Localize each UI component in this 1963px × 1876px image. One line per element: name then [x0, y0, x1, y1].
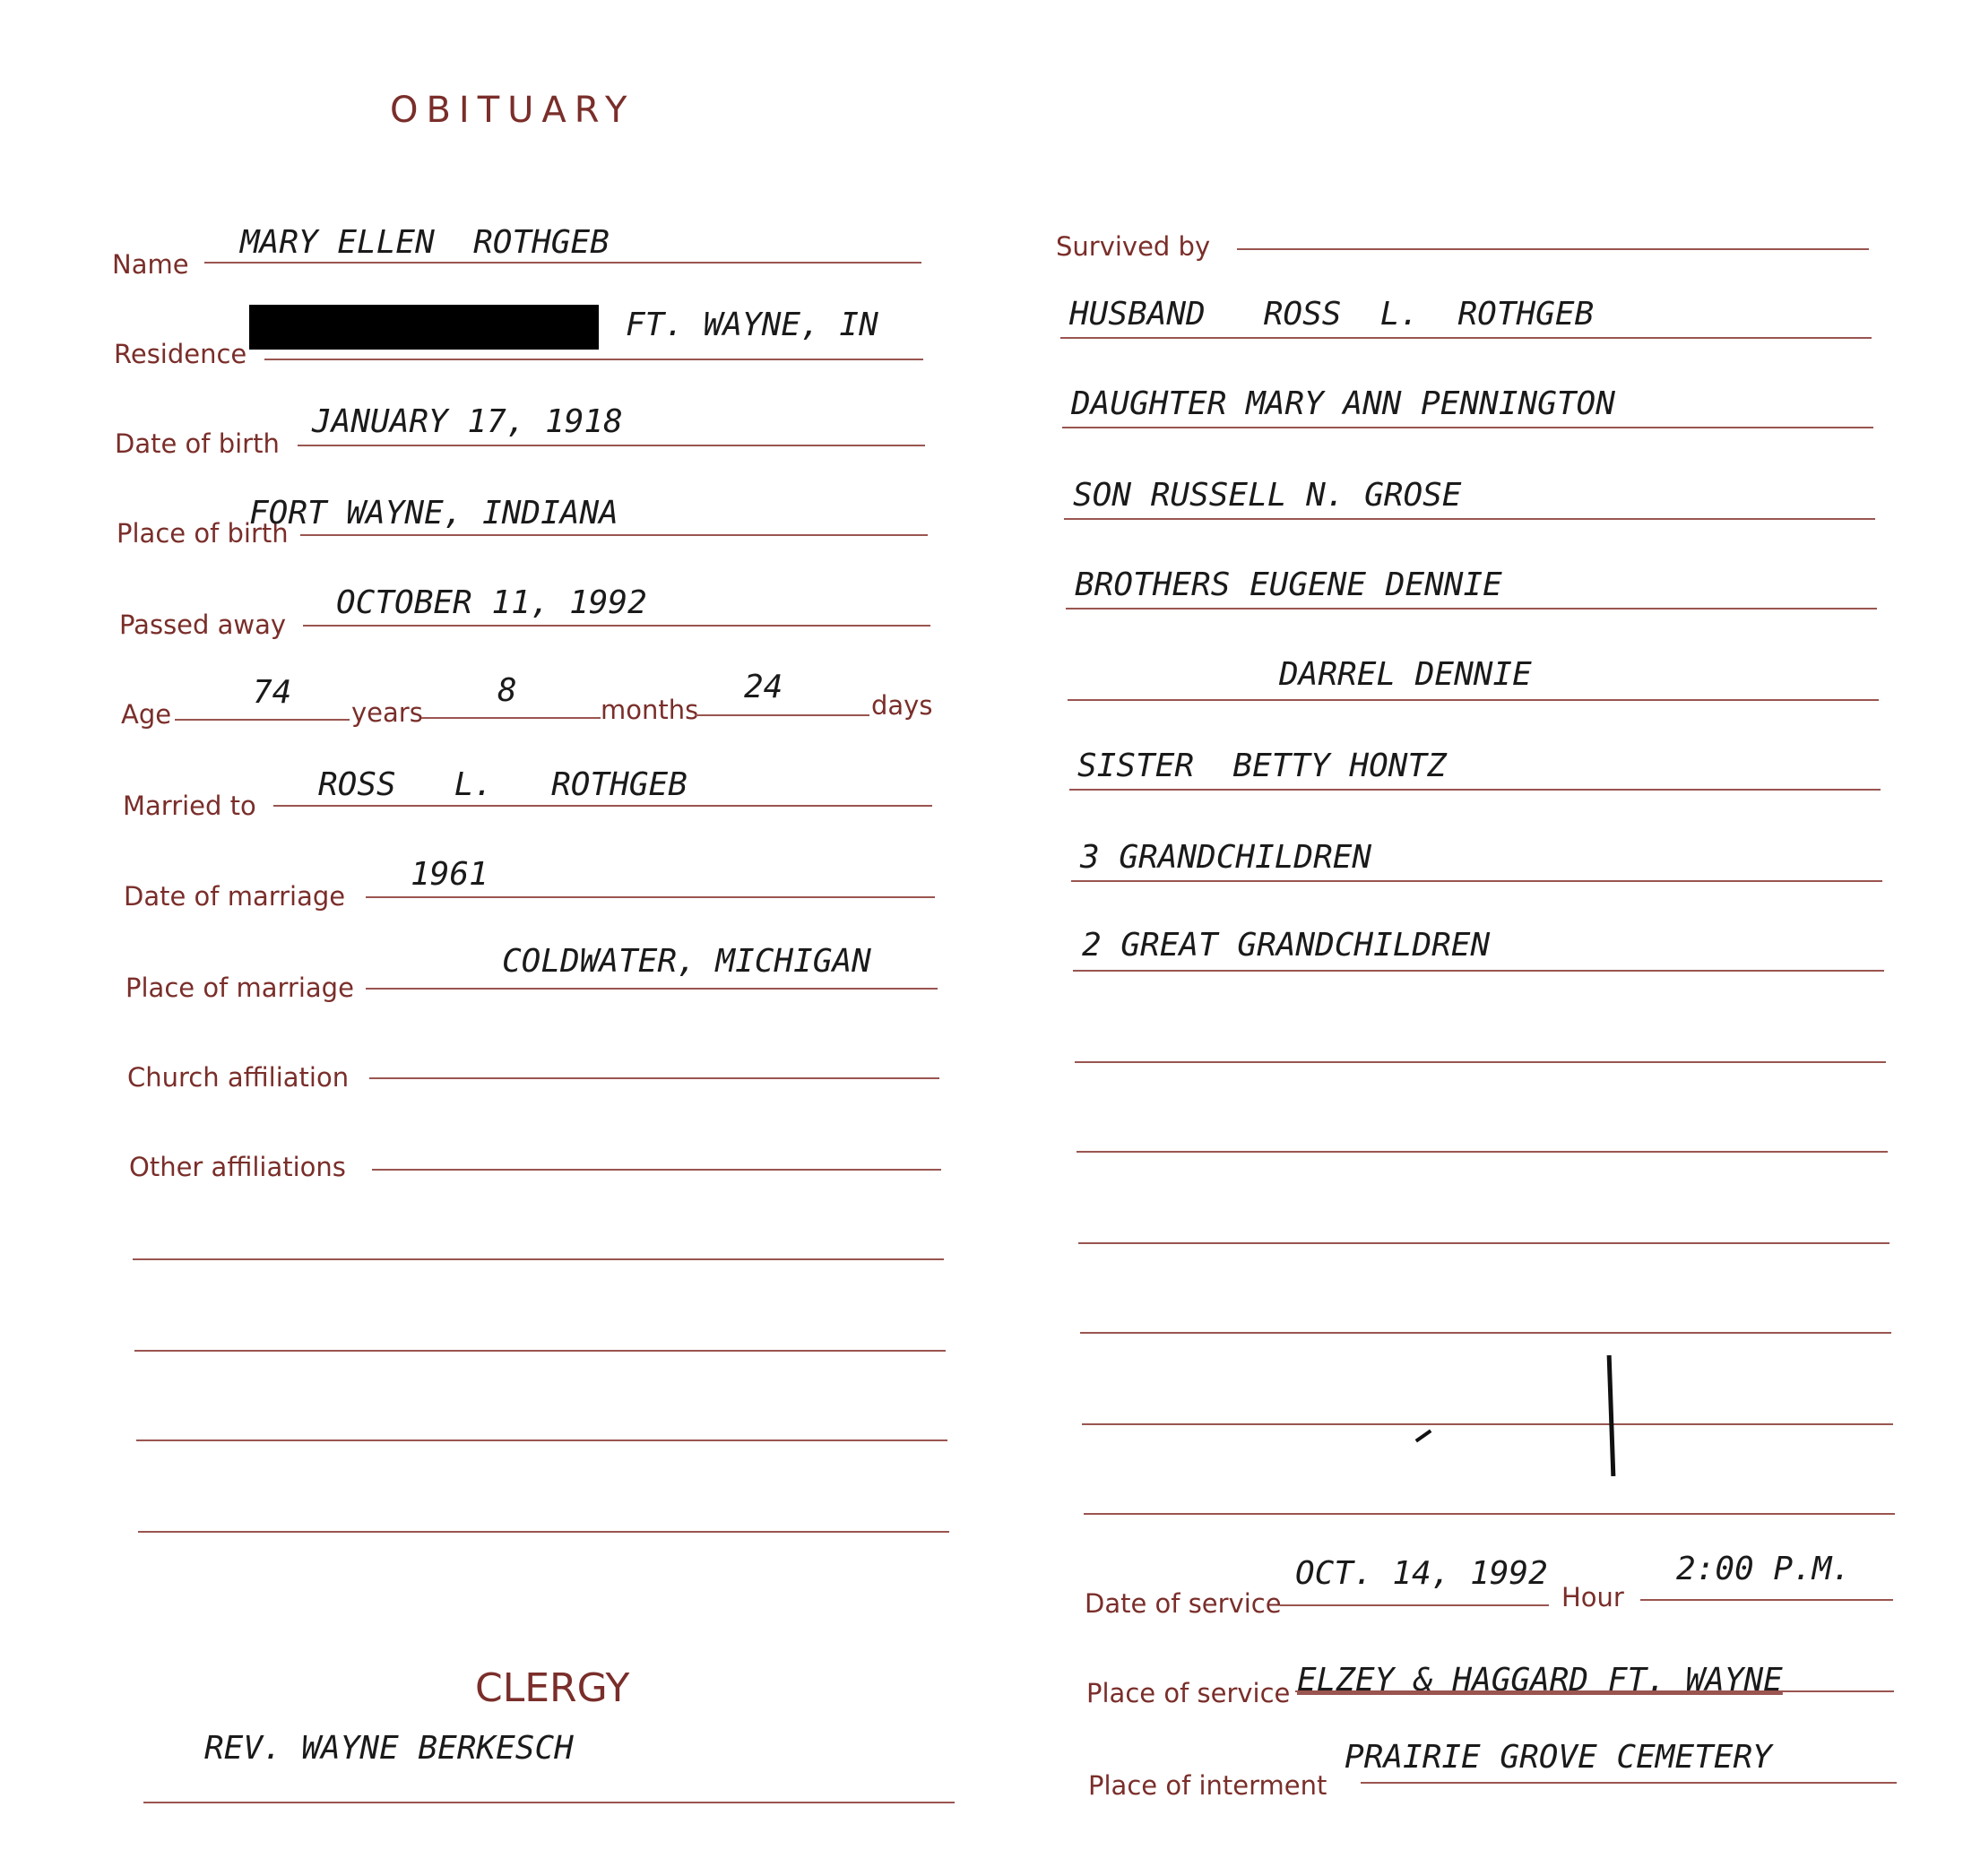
survivor-line — [1060, 337, 1872, 339]
survivor-line — [1073, 970, 1884, 972]
pob-label: Place of birth — [117, 518, 289, 549]
other-line — [372, 1169, 941, 1171]
interment-value: PRAIRIE GROVE CEMETERY — [1345, 1739, 1772, 1776]
survivor-row: SISTER BETTY HONTZ — [1077, 748, 1447, 784]
name-line — [204, 262, 921, 264]
form-title: OBITUARY — [390, 90, 636, 131]
survivor-row: 2 GREAT GRANDCHILDREN — [1082, 927, 1491, 964]
survivor-line — [1062, 427, 1873, 428]
survivor-row: HUSBAND ROSS L. ROTHGEB — [1069, 296, 1595, 333]
blank-line — [133, 1258, 944, 1260]
blank-line — [1077, 1151, 1888, 1153]
blank-line — [136, 1439, 947, 1441]
survivor-line — [1064, 518, 1875, 520]
interment-line — [1361, 1782, 1897, 1784]
age-years-line — [175, 719, 350, 721]
blank-line — [1082, 1423, 1893, 1425]
pom-value: COLDWATER, MICHIGAN — [502, 943, 871, 980]
pom-line — [366, 988, 938, 990]
age-months-value: 8 — [497, 672, 517, 709]
blank-line — [138, 1531, 949, 1533]
service-place-value: ELZEY & HAGGARD FT. WAYNE — [1297, 1662, 1783, 1699]
years-label: years — [351, 697, 423, 728]
passed-value: OCTOBER 11, 1992 — [336, 584, 647, 621]
survived-label: Survived by — [1056, 231, 1211, 262]
married-line — [273, 805, 932, 807]
survivor-row: SON RUSSELL N. GROSE — [1073, 477, 1462, 514]
passed-line — [303, 625, 930, 627]
blank-line — [1084, 1513, 1895, 1515]
months-label: months — [601, 695, 699, 725]
survivor-line — [1068, 699, 1879, 701]
survived-line — [1237, 248, 1869, 250]
service-place-line — [1295, 1690, 1894, 1692]
passed-label: Passed away — [119, 609, 287, 640]
hour-label: Hour — [1561, 1582, 1624, 1612]
interment-label: Place of interment — [1088, 1770, 1327, 1801]
residence-label: Residence — [114, 339, 247, 369]
hour-value: 2:00 P.M. — [1676, 1551, 1852, 1587]
dob-line — [298, 445, 925, 446]
pen-tick-mark — [1415, 1430, 1432, 1443]
hour-line — [1640, 1599, 1893, 1601]
church-line — [369, 1077, 939, 1079]
clergy-value: REV. WAYNE BERKESCH — [204, 1730, 574, 1767]
service-date-value: OCT. 14, 1992 — [1295, 1555, 1548, 1592]
other-label: Other affiliations — [129, 1152, 346, 1182]
redaction-block — [249, 305, 599, 350]
dob-value: JANUARY 17, 1918 — [312, 403, 623, 440]
dom-line — [366, 896, 935, 898]
residence-line — [264, 359, 923, 360]
age-label: Age — [121, 699, 172, 730]
blank-line — [1075, 1061, 1886, 1063]
survivor-row: 3 GRANDCHILDREN — [1080, 839, 1372, 876]
pob-value: FORT WAYNE, INDIANA — [249, 495, 618, 532]
name-value: MARY ELLEN ROTHGEB — [240, 224, 610, 261]
survivor-row: BROTHERS EUGENE DENNIE — [1075, 566, 1502, 603]
blank-line — [1080, 1332, 1891, 1334]
married-value: ROSS L. ROTHGEB — [318, 766, 687, 803]
dom-value: 1961 — [411, 856, 489, 893]
survivor-row: DAUGHTER MARY ANN PENNINGTON — [1071, 385, 1615, 422]
blank-line — [1078, 1242, 1889, 1244]
pen-stroke-mark — [1607, 1355, 1616, 1476]
survivor-line — [1066, 608, 1877, 609]
name-label: Name — [112, 249, 189, 280]
pob-line — [300, 534, 928, 536]
clergy-line — [143, 1802, 955, 1803]
age-years-value: 74 — [253, 674, 292, 711]
blank-line — [134, 1350, 946, 1352]
survivor-line — [1071, 880, 1882, 882]
age-days-value: 24 — [744, 669, 783, 705]
age-months-line — [421, 717, 601, 719]
service-date-label: Date of service — [1085, 1588, 1282, 1619]
service-date-line — [1280, 1604, 1549, 1606]
church-label: Church affiliation — [127, 1062, 350, 1093]
married-label: Married to — [123, 791, 256, 821]
residence-value: FT. WAYNE, IN — [626, 307, 878, 343]
dom-label: Date of marriage — [124, 881, 346, 912]
survivor-row: DARREL DENNIE — [1279, 656, 1532, 693]
age-days-line — [695, 714, 869, 716]
dob-label: Date of birth — [115, 428, 280, 459]
days-label: days — [871, 690, 933, 721]
clergy-heading: CLERGY — [475, 1665, 630, 1711]
pom-label: Place of marriage — [125, 973, 354, 1003]
survivor-line — [1069, 789, 1881, 791]
service-place-label: Place of service — [1086, 1678, 1291, 1708]
